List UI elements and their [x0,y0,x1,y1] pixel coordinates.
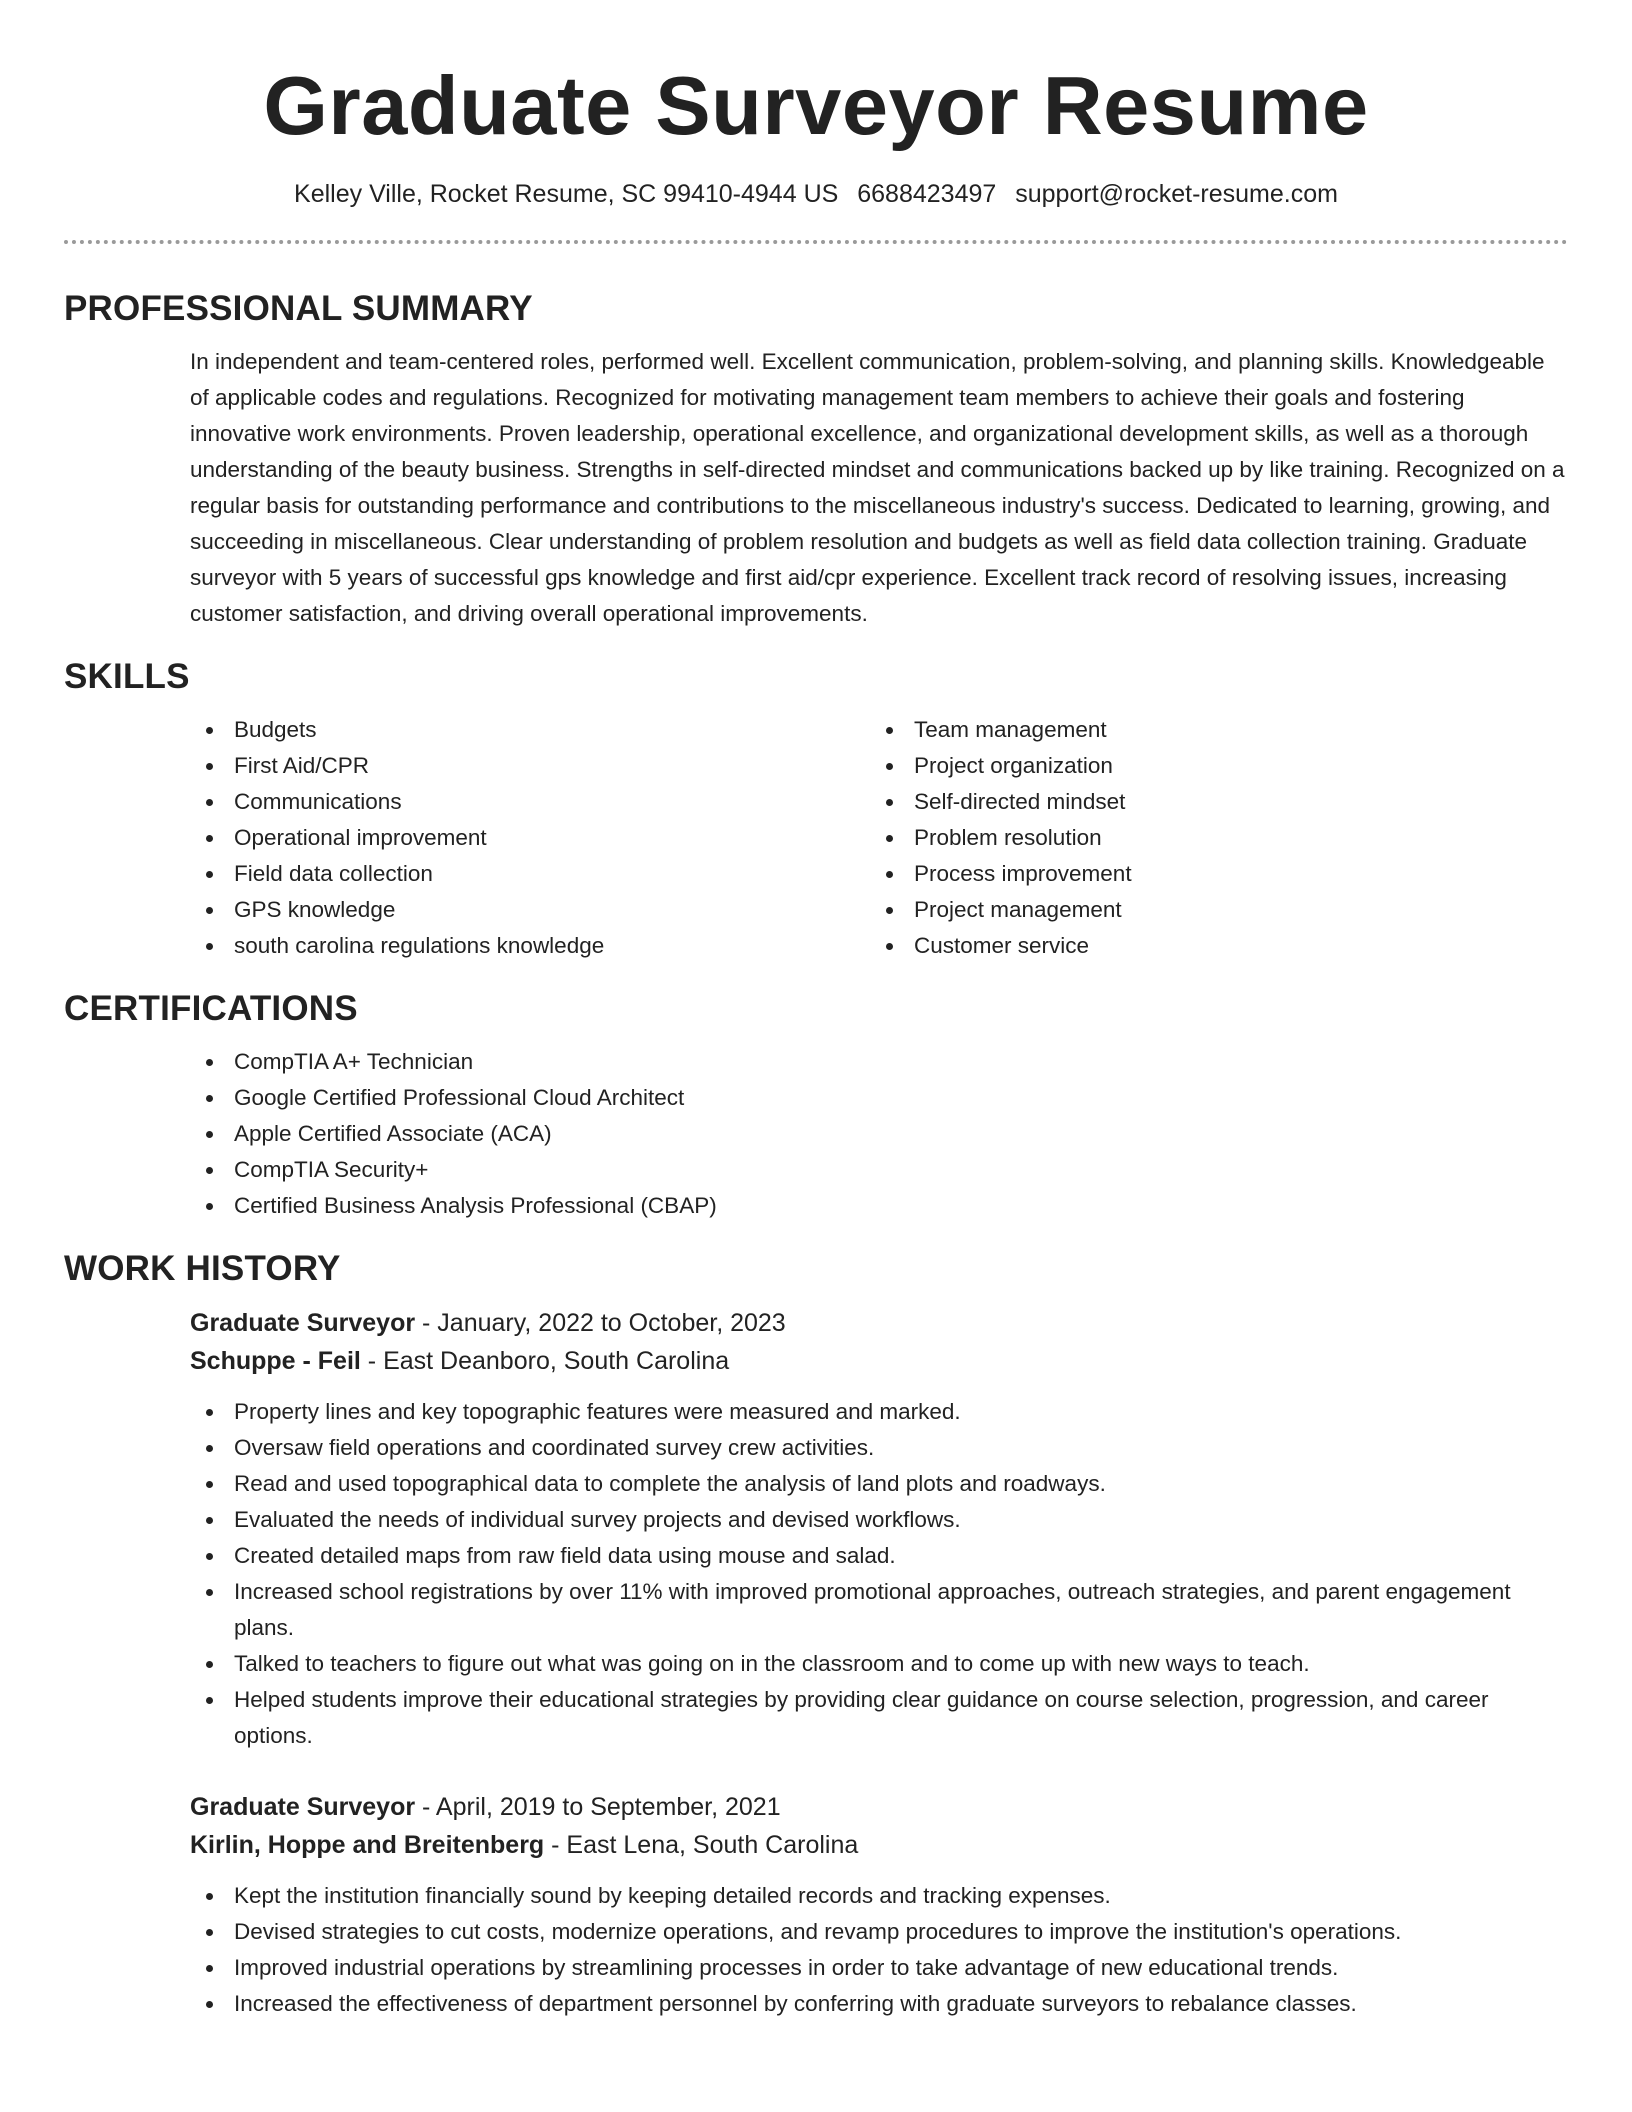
job-role: Graduate Surveyor [190,1309,416,1337]
certifications-heading: CERTIFICATIONS [64,989,358,1028]
contact-line [64,178,1568,210]
skill-item: Communications [190,784,870,820]
summary-heading: PROFESSIONAL SUMMARY [64,289,533,328]
skills-heading: SKILLS [64,657,190,696]
job-bullet: Created detailed maps from raw field data using mouse and salad. [190,1538,1568,1574]
skill-item: Operational improvement [190,820,870,856]
certification-item: Certified Business Analysis Professional (CBAP) [190,1188,1568,1224]
job-bullet: Increased the effectiveness of department personnel by conferring with graduate surveyors to rebalance classes. [190,1986,1568,2022]
job-company-line [190,1342,1568,1380]
job-company-line [190,1826,1568,1864]
page-title: Graduate Surveyor Resume [263,59,1369,152]
job-dates: - April, 2019 to September, 2021 [415,1793,781,1821]
certification-item: Apple Certified Associate (ACA) [190,1116,1568,1152]
job-bullet: Property lines and key topographic features were measured and marked. [190,1394,1568,1430]
job-company: Schuppe - Feil [190,1347,361,1375]
contact-address: Kelley Ville, Rocket Resume, SC 99410-4944 US [294,180,839,208]
skill-item: Project management [870,892,1550,928]
skill-item: Team management [870,712,1550,748]
job-bullet: Increased school registrations by over 11% with improved promotional approaches, outreach strategies, and parent engagement plans. [190,1574,1568,1646]
job-bullet: Helped students improve their educational strategies by providing clear guidance on course selection, progression, and career options. [190,1682,1568,1754]
job-bullet: Improved industrial operations by streamlining processes in order to take advantage of new educational trends. [190,1950,1568,1986]
job-bullet: Evaluated the needs of individual survey projects and devised workflows. [190,1502,1568,1538]
skills-list-left [190,712,870,964]
job-bullet: Oversaw field operations and coordinated survey crew activities. [190,1430,1568,1466]
certification-item: Google Certified Professional Cloud Architect [190,1080,1568,1116]
job-location: - East Deanboro, South Carolina [360,1347,730,1375]
skill-item: Process improvement [870,856,1550,892]
certification-item: CompTIA A+ Technician [190,1044,1568,1080]
skill-item: Field data collection [190,856,870,892]
work-history-heading: WORK HISTORY [64,1249,341,1288]
job-bullet: Devised strategies to cut costs, modernize operations, and revamp procedures to improve the institution's operations. [190,1914,1568,1950]
certifications-list [190,1044,1568,1224]
job-bullet: Read and used topographical data to complete the analysis of land plots and roadways. [190,1466,1568,1502]
job-entry [190,1304,1568,1754]
certification-item: CompTIA Security+ [190,1152,1568,1188]
header-divider [64,240,1568,244]
job-location: - East Lena, South Carolina [544,1831,859,1859]
job-bullets [190,1394,1568,1754]
contact-phone: 6688423497 [857,180,997,208]
skill-item: First Aid/CPR [190,748,870,784]
skill-item: Customer service [870,928,1550,964]
job-company: Kirlin, Hoppe and Breitenberg [190,1831,545,1859]
job-entry [190,1788,1568,2022]
skill-item: Project organization [870,748,1550,784]
skills-grid [190,712,1568,964]
summary-text: In independent and team-centered roles, performed well. Excellent communication, problem-solving, and planning skills. Knowledgeable of applicable codes and regulations. Recognized for motivating management team members to achieve their goals and fostering innovative work environments. Proven leadership, operational excellence, and organizational development skills, as well as a thorough understanding of the beauty business. Strengths in self-directed mindset and communications backed up by like training. Recognized on a regular basis for outstanding performance and contributions to the miscellaneous industry's success. Dedicated to learning, growing, and succeeding in miscellaneous. Clear understanding of problem resolution and budgets as well as field data collection training. Graduate surveyor with 5 years of successful gps knowledge and first aid/cpr experience. Excellent track record of resolving issues, increasing customer satisfaction, and driving overall operational improvements. [190,349,1565,626]
job-role: Graduate Surveyor [190,1793,416,1821]
contact-email: support@rocket-resume.com [1015,180,1338,208]
skill-item: Budgets [190,712,870,748]
skill-item: Problem resolution [870,820,1550,856]
skill-item: Self-directed mindset [870,784,1550,820]
job-bullet: Talked to teachers to figure out what was going on in the classroom and to come up with new ways to teach. [190,1646,1568,1682]
skills-list-right [870,712,1550,964]
job-bullet: Kept the institution financially sound by keeping detailed records and tracking expenses. [190,1878,1568,1914]
skill-item: south carolina regulations knowledge [190,928,870,964]
job-role-line [190,1788,1568,1826]
job-dates: - January, 2022 to October, 2023 [415,1309,786,1337]
job-role-line [190,1304,1568,1342]
job-bullets [190,1878,1568,2022]
skill-item: GPS knowledge [190,892,870,928]
